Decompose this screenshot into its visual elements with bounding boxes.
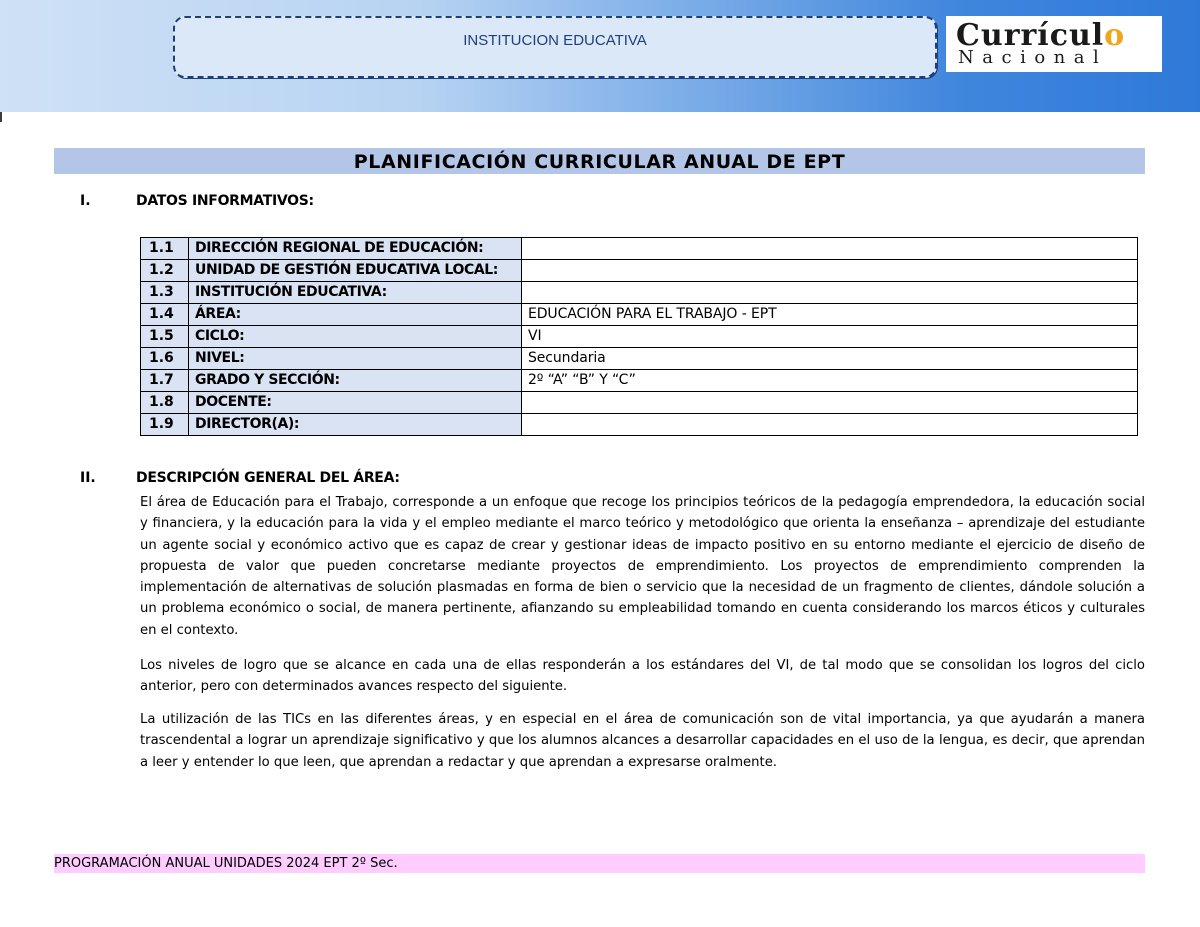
table-row <box>141 414 1138 436</box>
section-1-title: DATOS INFORMATIVOS: <box>136 193 314 209</box>
row-label: CICLO: <box>189 326 522 348</box>
page-edge-divider <box>0 112 2 122</box>
table-row <box>141 282 1138 304</box>
logo-line-2: Nacional <box>958 47 1108 68</box>
table-row <box>141 326 1138 348</box>
row-value[interactable]: 2º “A” “B” Y “C” <box>522 370 1138 392</box>
institution-box <box>173 16 937 78</box>
curriculo-nacional-logo <box>946 16 1162 72</box>
row-value[interactable] <box>522 260 1138 282</box>
table-row <box>141 238 1138 260</box>
datos-informativos-table <box>140 237 1138 436</box>
row-number: 1.6 <box>141 348 189 370</box>
row-number: 1.7 <box>141 370 189 392</box>
description-paragraph-1: El área de Educación para el Trabajo, corresponde a un enfoque que recoge los principios teóricos de la pedagogía emprendedora, la educación social y financiera, y la educación para la vida y el empleo mediante el marco teórico y metodológico que orienta la enseñanza – aprendizaje del estudiante un agente social y económico activo que es capaz de crear y gestionar ideas de impacto positivo en su entorno mediante el ejercicio de diseño de propuesta de valor que pueden concretarse mediante proyectos de emprendimiento. Los proyectos de emprendimiento comprenden la implementación de alternativas de solución plasmadas en forma de bien o servicio que la necesidad de un fragmento de clientes, dándole solución a un problema económico o social, de manera pertinente, afianzando su empleabilidad tomando en cuenta considerando los marcos éticos y culturales en el contexto. <box>140 495 1145 638</box>
row-value[interactable] <box>522 282 1138 304</box>
table-row <box>141 304 1138 326</box>
row-number: 1.3 <box>141 282 189 304</box>
row-number: 1.4 <box>141 304 189 326</box>
logo-line-1: Currículo <box>956 18 1126 53</box>
section-2-number: II. <box>80 470 96 486</box>
footer-bar <box>54 854 1145 873</box>
description-paragraph-2: Los niveles de logro que se alcance en cada una de ellas responderán a los estándares del VI, de tal modo que se consolidan los logros del ciclo anterior, pero con determinados avances respecto del siguiente. <box>140 658 1145 695</box>
table-row <box>141 370 1138 392</box>
description-paragraph-3: La utilización de las TICs en las diferentes áreas, y en especial en el área de comunicación son de vital importancia, ya que ayudarán a manera trascendental a lograr un aprendizaje significativo y que los alumnos alcances a desarrollar capacidades en el uso de la lengua, es decir, que aprendan a leer y entender lo que leen, que aprendan a redactar y que aprendan a expresarse oralmente. <box>140 712 1145 770</box>
page-title: PLANIFICACIÓN CURRICULAR ANUAL DE EPT <box>54 148 1145 174</box>
row-label: GRADO Y SECCIÓN: <box>189 370 522 392</box>
institution-label: INSTITUCION EDUCATIVA <box>463 32 647 49</box>
row-value[interactable]: VI <box>522 326 1138 348</box>
section-1-number: I. <box>80 193 91 209</box>
footer-text: PROGRAMACIÓN ANUAL UNIDADES 2024 EPT 2º Sec. <box>54 856 398 871</box>
row-label: UNIDAD DE GESTIÓN EDUCATIVA LOCAL: <box>189 260 522 282</box>
row-number: 1.2 <box>141 260 189 282</box>
row-number: 1.8 <box>141 392 189 414</box>
row-number: 1.1 <box>141 238 189 260</box>
section-2-title: DESCRIPCIÓN GENERAL DEL ÁREA: <box>136 470 400 486</box>
row-label: ÁREA: <box>189 304 522 326</box>
logo-accent-letter: o <box>1104 18 1126 53</box>
row-label: NIVEL: <box>189 348 522 370</box>
table-row <box>141 392 1138 414</box>
row-value[interactable] <box>522 238 1138 260</box>
row-label: DIRECTOR(A): <box>189 414 522 436</box>
row-value[interactable]: Secundaria <box>522 348 1138 370</box>
row-value[interactable] <box>522 414 1138 436</box>
row-number: 1.9 <box>141 414 189 436</box>
row-label: DIRECCIÓN REGIONAL DE EDUCACIÓN: <box>189 238 522 260</box>
row-value[interactable] <box>522 392 1138 414</box>
row-number: 1.5 <box>141 326 189 348</box>
row-value[interactable]: EDUCACIÓN PARA EL TRABAJO - EPT <box>522 304 1138 326</box>
table-row <box>141 348 1138 370</box>
row-label: DOCENTE: <box>189 392 522 414</box>
row-label: INSTITUCIÓN EDUCATIVA: <box>189 282 522 304</box>
table-row <box>141 260 1138 282</box>
